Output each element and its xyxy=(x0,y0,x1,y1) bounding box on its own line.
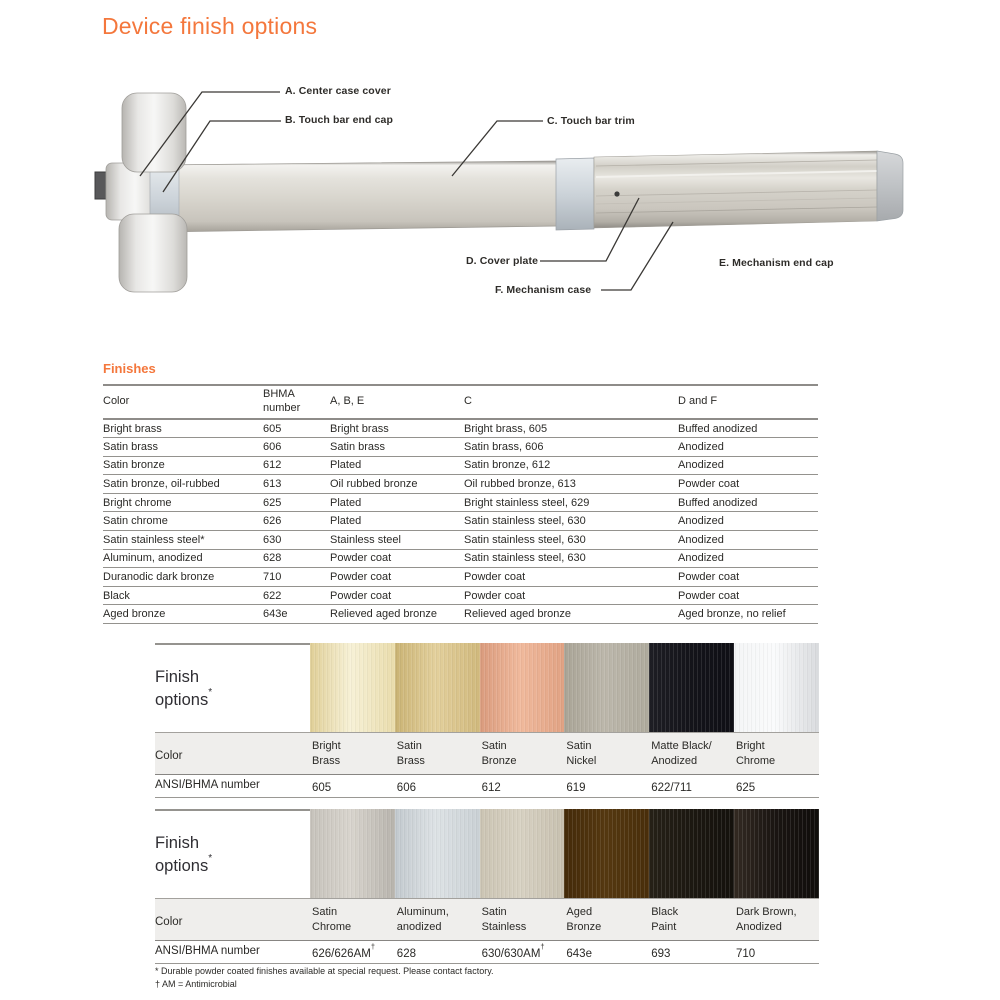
cell: Satin stainless steel, 630 xyxy=(464,512,678,531)
swatch-black-paint xyxy=(649,809,734,898)
color-row-label: Color xyxy=(155,732,310,775)
callout-touch-bar-trim: C. Touch bar trim xyxy=(547,115,635,127)
cell: Satin stainless steel, 630 xyxy=(464,531,678,550)
finish-name: Aluminum, anodized xyxy=(395,898,480,941)
footnote-antimicrobial: † AM = Antimicrobial xyxy=(155,978,237,989)
cell: 613 xyxy=(263,475,330,494)
cell: Powder coat xyxy=(330,586,464,605)
cell: Anodized xyxy=(678,456,818,475)
cell: Stainless steel xyxy=(330,531,464,550)
cell: Aged bronze xyxy=(103,605,263,624)
center-case-cover-bottom xyxy=(119,214,187,292)
table-row xyxy=(103,531,818,550)
finish-name: Black Paint xyxy=(649,898,734,941)
col-header: BHMA number xyxy=(263,385,330,419)
finish-name: Satin Brass xyxy=(395,732,480,775)
cell: 626 xyxy=(263,512,330,531)
cell: 643e xyxy=(263,605,330,624)
page-title: Device finish options xyxy=(102,13,318,39)
finish-number: 625 xyxy=(734,775,819,798)
finish-number: 630/630AM† xyxy=(480,941,565,964)
swatch-bright-chrome xyxy=(734,643,819,732)
swatch-aluminum xyxy=(395,809,480,898)
callout-touch-bar-end-cap: B. Touch bar end cap xyxy=(285,114,393,126)
cell: Satin brass xyxy=(330,438,464,457)
finish-name: Bright Chrome xyxy=(734,732,819,775)
swatch-bright-brass xyxy=(310,643,395,732)
cell: Oil rubbed bronze, 613 xyxy=(464,475,678,494)
cell: 605 xyxy=(263,419,330,438)
cell: Anodized xyxy=(678,512,818,531)
cell: Bright stainless steel, 629 xyxy=(464,493,678,512)
finishes-table xyxy=(103,384,818,624)
col-header: C xyxy=(464,385,678,419)
cell: Satin chrome xyxy=(103,512,263,531)
finish-name: Bright Brass xyxy=(310,732,395,775)
finish-options-label: Finish options* xyxy=(155,643,310,732)
cell: Oil rubbed bronze xyxy=(330,475,464,494)
table-row xyxy=(103,549,818,568)
cell: Anodized xyxy=(678,549,818,568)
swatch-satin-chrome xyxy=(310,809,395,898)
number-row-label: ANSI/BHMA number xyxy=(155,775,310,798)
cell: Bright brass, 605 xyxy=(464,419,678,438)
finish-name: Satin Stainless xyxy=(480,898,565,941)
callout-mechanism-case: F. Mechanism case xyxy=(495,284,592,296)
cell: Black xyxy=(103,586,263,605)
finish-name: Matte Black/ Anodized xyxy=(649,732,734,775)
col-header: A, B, E xyxy=(330,385,464,419)
table-row xyxy=(103,456,818,475)
cell: Relieved aged bronze xyxy=(330,605,464,624)
cell: Buffed anodized xyxy=(678,419,818,438)
swatch-dark-brown xyxy=(734,809,819,898)
cell: 710 xyxy=(263,568,330,587)
mechanism-end-cap xyxy=(877,151,903,221)
swatch-satin-brass xyxy=(395,643,480,732)
finish-number: 710 xyxy=(734,941,819,964)
cell: Satin brass xyxy=(103,438,263,457)
table-row xyxy=(103,512,818,531)
screw xyxy=(614,191,619,196)
table-row xyxy=(103,586,818,605)
mechanism-case xyxy=(594,151,877,228)
cell: Buffed anodized xyxy=(678,493,818,512)
cell: Satin stainless steel* xyxy=(103,531,263,550)
table-row xyxy=(103,568,818,587)
touch-bar xyxy=(158,161,558,232)
cell: Anodized xyxy=(678,438,818,457)
col-header: Color xyxy=(103,385,263,419)
finish-options-table-1 xyxy=(155,643,819,798)
cell: Satin brass, 606 xyxy=(464,438,678,457)
col-header: D and F xyxy=(678,385,818,419)
table-row xyxy=(103,438,818,457)
cell: 628 xyxy=(263,549,330,568)
cell: 612 xyxy=(263,456,330,475)
cell: 625 xyxy=(263,493,330,512)
cell: 622 xyxy=(263,586,330,605)
cell: Plated xyxy=(330,456,464,475)
finishes-heading: Finishes xyxy=(103,361,156,376)
cell: Satin bronze, oil-rubbed xyxy=(103,475,263,494)
finish-number: 693 xyxy=(649,941,734,964)
cell: Powder coat xyxy=(678,475,818,494)
finish-name: Satin Chrome xyxy=(310,898,395,941)
swatch-aged-bronze xyxy=(564,809,649,898)
finish-name: Dark Brown, Anodized xyxy=(734,898,819,941)
finish-options-table-2 xyxy=(155,809,819,964)
cell: Bright brass xyxy=(103,419,263,438)
cell: Anodized xyxy=(678,531,818,550)
cell: Powder coat xyxy=(330,568,464,587)
footnote-powder-coat: * Durable powder coated finishes available at special request. Please contact factory. xyxy=(155,966,494,976)
cell: Satin stainless steel, 630 xyxy=(464,549,678,568)
table-row xyxy=(103,605,818,624)
finish-number: 622/711 xyxy=(649,775,734,798)
swatch-satin-stainless xyxy=(480,809,565,898)
header-row xyxy=(103,385,818,419)
footnotes xyxy=(155,965,494,990)
table-row xyxy=(103,493,818,512)
cell: Plated xyxy=(330,493,464,512)
finish-name: Satin Bronze xyxy=(480,732,565,775)
finish-number: 605 xyxy=(310,775,395,798)
callout-mechanism-end-cap: E. Mechanism end cap xyxy=(719,257,834,269)
cell: Satin bronze xyxy=(103,456,263,475)
cell: Aluminum, anodized xyxy=(103,549,263,568)
finish-name: Satin Nickel xyxy=(564,732,649,775)
swatch-satin-bronze xyxy=(480,643,565,732)
table-row xyxy=(103,475,818,494)
cell: Powder coat xyxy=(678,568,818,587)
cell: Powder coat xyxy=(464,586,678,605)
table-row xyxy=(103,419,818,438)
color-row-label: Color xyxy=(155,898,310,941)
cover-plate xyxy=(556,158,594,230)
callout-cover-plate: D. Cover plate xyxy=(466,255,539,267)
cell: Plated xyxy=(330,512,464,531)
swatch-matte-black xyxy=(649,643,734,732)
cell: Bright brass xyxy=(330,419,464,438)
cell: Powder coat xyxy=(330,549,464,568)
finish-number: 643e xyxy=(564,941,649,964)
cell: Powder coat xyxy=(464,568,678,587)
cell: Duranodic dark bronze xyxy=(103,568,263,587)
number-row-label: ANSI/BHMA number xyxy=(155,941,310,964)
cell: Powder coat xyxy=(678,586,818,605)
cell: Relieved aged bronze xyxy=(464,605,678,624)
finish-number: 606 xyxy=(395,775,480,798)
center-case-cover-top xyxy=(122,93,186,172)
finish-number: 619 xyxy=(564,775,649,798)
finish-options-label: Finish options* xyxy=(155,809,310,898)
cell: Aged bronze, no relief xyxy=(678,605,818,624)
swatch-satin-nickel xyxy=(564,643,649,732)
cell: Bright chrome xyxy=(103,493,263,512)
cell: Satin bronze, 612 xyxy=(464,456,678,475)
cell: 630 xyxy=(263,531,330,550)
cell: 606 xyxy=(263,438,330,457)
finish-number: 628 xyxy=(395,941,480,964)
finish-name: Aged Bronze xyxy=(564,898,649,941)
finish-number: 612 xyxy=(480,775,565,798)
callout-center-case-cover: A. Center case cover xyxy=(285,85,391,97)
finish-number: 626/626AM† xyxy=(310,941,395,964)
